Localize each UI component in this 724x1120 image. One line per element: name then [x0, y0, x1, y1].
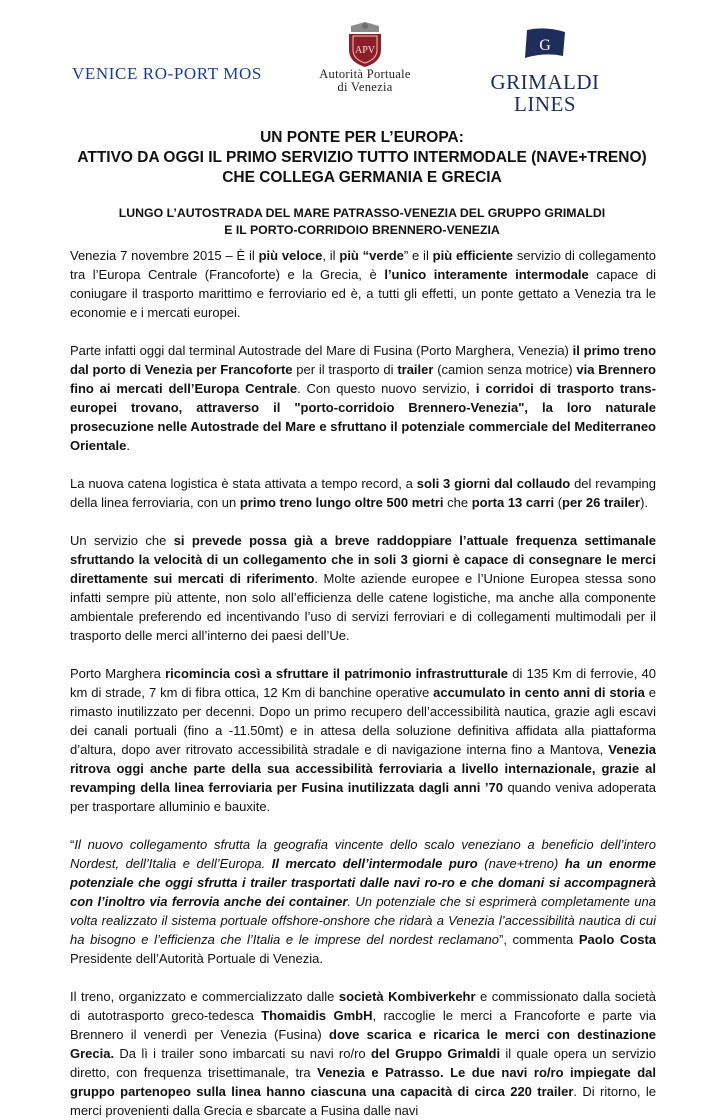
- text-run: che: [443, 495, 472, 510]
- text-run: società Kombiverkehr: [338, 989, 476, 1004]
- text-run: dove scarica e ricarica le merci con destinazione Grecia.: [70, 1027, 656, 1061]
- subtitle-line-1: LUNGO L’AUTOSTRADA DEL MARE PATRASSO-VENEZIA DEL GRUPPO GRIMALDI: [118, 206, 606, 220]
- text-run: ha un enorme potenziale che oggi sfrutta i trailer trasportati dalle navi ro-ro e che domani si accompagnerà con l’inoltro via ferrovia anche dei container: [70, 856, 656, 909]
- text-run: Il nuovo collegamento sfrutta la geografia vincente dello scalo veneziano a beneficio dell’intero Nordest, dell’Italia e dell’Europa.: [70, 837, 656, 871]
- text-run: via Brennero fino ai mercati dell’Europa Centrale: [70, 362, 656, 396]
- text-run: Il mercato dell’intermodale puro: [271, 856, 478, 871]
- text-run: soli 3 giorni dal collaudo: [416, 476, 571, 491]
- text-run: primo treno lungo oltre 500 metri: [239, 495, 444, 510]
- text-run: si prevede possa già a breve raddoppiare l’attuale frequenza settimanale sfruttando la velocità di un collegamento che in soli 3 giorni è capace di consegnare le merci direttamente sui mercati di riferimento: [70, 533, 657, 586]
- text-run: (camion senza motrice): [433, 362, 577, 377]
- text-run: (: [554, 495, 563, 510]
- text-run: Venezia 7 novembre 2015 – È il: [70, 248, 259, 263]
- grimaldi-monogram: G: [539, 37, 551, 54]
- text-run: Venezia ritrova oggi anche parte della sua accessibilità ferroviaria a livello internazionale, grazie al revamping della linea ferroviaria per Fusina inutilizzata dagli anni ’70: [70, 742, 656, 795]
- text-run: ricomincia così a sfruttare il patrimonio infrastrutturale: [165, 666, 509, 681]
- title-line-1: UN PONTE PER L’EUROPA:: [260, 129, 464, 146]
- text-run: per il trasporto di: [292, 362, 398, 377]
- venice-ro-port-logo-text: VENICE RO-PORT MOS: [72, 64, 262, 83]
- text-run: l’unico interamente intermodale: [384, 267, 589, 282]
- header-logos: [70, 22, 650, 116]
- text-run: La nuova catena logistica è stata attivata a tempo record, a: [70, 476, 417, 491]
- grimaldi-flag-icon: [513, 26, 577, 66]
- title-line-3: CHE COLLEGA GERMANIA E GRECIA: [222, 169, 502, 186]
- paragraph-p3: [70, 474, 656, 512]
- text-run: e rimasto inutilizzato per decenni. Dopo un primo recupero dell’accessibilità nautica, grazie agli escavi dei canali portuali (fino a -11.50mt) e in attesa della soluzione definitiva affidata alla piattaforma d’altura, dopo aver ritrovato accessibilità stradale e di navigazione interna fino a Mantova,: [70, 685, 657, 757]
- page-subtitle: [40, 205, 684, 239]
- text-run: ).: [640, 495, 649, 510]
- press-release-body: [70, 246, 656, 1120]
- grimaldi-lines-text: GRIMALDI LINES: [490, 70, 600, 116]
- text-run: ”, commenta: [498, 932, 579, 947]
- text-run: Un servizio che: [70, 533, 174, 548]
- venice-ro-port-wordmark: [72, 62, 277, 84]
- apv-monogram: APV: [354, 45, 376, 56]
- text-run: Presidente dell’Autorità Portuale di Venezia.: [70, 951, 323, 966]
- text-run: Il treno, organizzato e commercializzato dalle: [70, 989, 339, 1004]
- text-run: Da lì i trailer sono imbarcati su navi ro/ro: [114, 1046, 371, 1061]
- text-run: “: [70, 837, 75, 852]
- text-run: più “verde: [339, 248, 404, 263]
- text-run: . Un potenziale che si esprimerà completamente una volta realizzato il sistema portuale offshore-onshore che ridarà a Venezia l’accessibilità nautica di cui ha bisogno e l’efficienza che l’Italia e le imprese del nordest reclamano: [70, 894, 656, 947]
- text-run: e commissionato dalla società di autotrasporto greco-tedesca: [70, 989, 656, 1023]
- text-run: Paolo Costa: [578, 932, 657, 947]
- paragraph-p1: [70, 246, 656, 322]
- text-run: ” e il: [403, 248, 433, 263]
- text-run: servizio di collegamento tra l’Europa Centrale (Francoforte) e la Grecia, è: [70, 248, 656, 282]
- text-run: il primo treno dal porto di Venezia per Francoforte: [70, 343, 657, 377]
- text-run: quando veniva adoperata per trasportare alluminio e bauxite.: [70, 780, 656, 814]
- venice-ro-port-logo: [72, 62, 277, 84]
- grimaldi-lines-logo: [460, 26, 630, 116]
- text-run: Thomaidis GmbH: [261, 1008, 373, 1023]
- text-run: più veloce: [258, 248, 323, 263]
- text-run: .: [126, 438, 130, 453]
- text-run: il quale opera un servizio diretto, con frequenza trisettimanale, tra: [70, 1046, 657, 1080]
- text-run: capace di coniugare il trasporto marittimo e ferroviario ed è, a tutti gli effetti, un ponte gettato a Venezia tra le economie e i mercati europei.: [70, 267, 656, 320]
- paragraph-p7: [70, 987, 656, 1120]
- apv-name-line2: di Venezia: [337, 80, 393, 94]
- text-run: di 135 Km di ferrovie, 40 km di strade, 7 km di fibra ottica, 12 Km di banchine operative: [70, 666, 656, 700]
- text-run: del Gruppo Grimaldi: [370, 1046, 501, 1061]
- title-line-2: ATTIVO DA OGGI IL PRIMO SERVIZIO TUTTO INTERMODALE (NAVE+TRENO): [77, 149, 647, 166]
- text-run: porta 13 carri: [471, 495, 555, 510]
- text-run: trailer: [397, 362, 434, 377]
- text-run: i corridoi di trasporto trans-europei trovano, attraverso il "porto-corridoio Brennero-Venezia", la loro naturale prosecuzione nelle Autostrade del Mare e sfruttano il potenziale commerciale del Mediterraneo Orientale: [70, 381, 656, 453]
- apv-shield-icon: [343, 22, 387, 68]
- paragraph-p6: [70, 835, 656, 968]
- autorita-portuale-logo: [300, 22, 430, 100]
- text-run: Venezia e Patrasso. Le due navi ro/ro impiegate dal gruppo partenopeo sulla linea hanno ciascuna una capacità di circa 220 trailer: [70, 1065, 656, 1099]
- text-run: del revamping della linea ferroviaria, con un: [70, 476, 656, 510]
- text-run: , il: [322, 248, 340, 263]
- paragraph-p2: [70, 341, 656, 455]
- text-run: accumulato in cento anni di storia: [433, 685, 645, 700]
- paragraph-p4: [70, 531, 656, 645]
- text-run: Porto Marghera: [70, 666, 166, 681]
- subtitle-line-2: E IL PORTO-CORRIDOIO BRENNERO-VENEZIA: [224, 223, 500, 237]
- text-run: . Molte aziende europee e l’Unione Europea stessa sono infatti sempre più attente, non solo all’efficienza delle catene logistiche, ma anche alla componente ambientale preferendo ed incentivando l’uso di servizi ferroviari e di collegamenti multimodali per il trasporto delle merci all’interno dei paesi dell’Ue.: [70, 571, 656, 643]
- text-run: . Di ritorno, le merci provenienti dalla Grecia e sbarcate a Fusina dalle navi: [70, 1084, 656, 1118]
- text-run: (nave+treno): [477, 856, 565, 871]
- paragraph-p5: [70, 664, 656, 816]
- text-run: , raccoglie le merci a Francoforte e parte via Brennero il venerdì per Venezia (Fusina): [70, 1008, 657, 1042]
- text-run: . Con questo nuovo servizio,: [297, 381, 476, 396]
- text-run: per 26 trailer: [562, 495, 641, 510]
- page-title: [40, 128, 684, 188]
- text-run: più efficiente: [432, 248, 514, 263]
- text-run: Parte infatti oggi dal terminal Autostrade del Mare di Fusina (Porto Marghera, Venezia): [70, 343, 573, 358]
- apv-name-line1: Autorità Portuale: [319, 67, 411, 81]
